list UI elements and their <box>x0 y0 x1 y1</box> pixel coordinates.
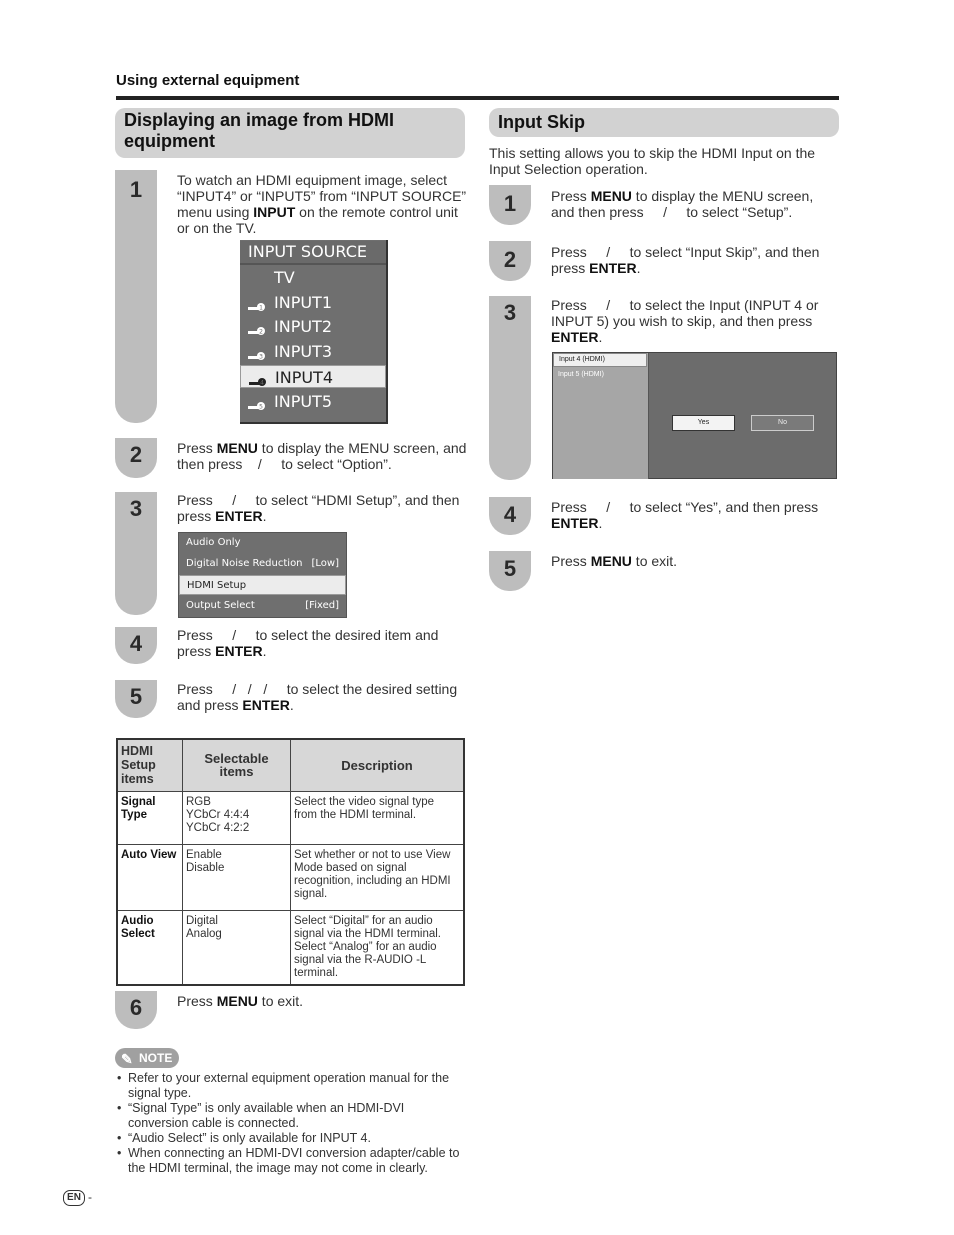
step-number: 5 <box>503 556 517 581</box>
note-item: • “Signal Type” is only available when an HDMI-DVI conversion cable is connected. <box>115 1101 465 1131</box>
selectable-cell <box>183 791 291 844</box>
step-number: 5 <box>129 684 143 709</box>
svg-text:3: 3 <box>259 353 263 361</box>
input-source-item[interactable] <box>240 365 386 388</box>
svg-text:4: 4 <box>260 379 264 387</box>
pencil-icon: ✎ <box>121 1051 133 1067</box>
hdmi-setup-table <box>116 738 465 986</box>
step-2-tab <box>115 438 157 478</box>
setup-item-cell: Auto View <box>117 844 183 910</box>
right-step-1-tab <box>489 185 531 225</box>
description-cell: Set whether or not to use View Mode based on signal recognition, including an HDMI signal. <box>291 844 465 910</box>
step-number: 6 <box>129 995 143 1020</box>
footer-dash: - <box>88 1190 92 1204</box>
table-row <box>117 844 464 910</box>
svg-text:5: 5 <box>259 403 263 410</box>
step-5-text: Press / / / to select the desired setting and press ENTER. <box>177 681 458 713</box>
input-4-item[interactable]: Input 4 (HDMI) <box>553 353 647 367</box>
right-title: Input Skip <box>498 112 585 132</box>
input-source-item[interactable] <box>240 390 386 413</box>
option-menu <box>178 532 347 618</box>
input-source-label: TV <box>274 268 295 287</box>
step-6-text: Press MENU to exit. <box>177 993 304 1009</box>
hdmi-input-icon <box>248 322 266 336</box>
option-label: HDMI Setup <box>187 580 247 591</box>
section-title: Using external equipment <box>116 72 300 89</box>
option-menu-item[interactable] <box>179 554 346 574</box>
table-header: Description <box>291 739 465 791</box>
note-item: • When connecting an HDMI-DVI conversion adapter/cable to the HDMI terminal, the image may not come in clearly. <box>115 1146 465 1176</box>
note-list <box>115 1071 465 1176</box>
selectable-cell <box>183 844 291 910</box>
setup-item-cell: Audio Select <box>117 910 183 985</box>
step-number: 2 <box>503 247 517 272</box>
yes-button[interactable]: Yes <box>672 415 735 431</box>
input-list-panel <box>553 353 649 479</box>
hdmi-input-icon <box>248 347 266 361</box>
input-5-item[interactable]: Input 5 (HDMI) <box>558 371 604 378</box>
input-source-label: INPUT1 <box>274 292 332 312</box>
step-number: 3 <box>503 300 517 325</box>
option-menu-item[interactable] <box>179 596 346 616</box>
right-intro: This setting allows you to skip the HDMI Input on the Input Selection operation. <box>489 145 816 177</box>
svg-text:1: 1 <box>259 304 263 312</box>
step-2-text: Press MENU to display the MENU screen, and then press / to select “Option”. <box>177 440 467 472</box>
selectable-option: Digital <box>186 914 218 927</box>
selectable-option: Analog <box>186 927 222 940</box>
right-step-2-tab <box>489 241 531 281</box>
table-row <box>117 910 464 985</box>
hdmi-input-icon <box>249 373 267 387</box>
right-title-bar <box>489 108 839 137</box>
step-5-tab <box>115 680 157 718</box>
selectable-cell <box>183 910 291 985</box>
selectable-option: YCbCr 4:4:4 <box>186 808 250 821</box>
input-source-label: INPUT5 <box>274 391 332 411</box>
step-1-text: To watch an HDMI equipment image, select “INPUT4” or “INPUT5” from “INPUT SOURCE” menu using INPUT on the remote control unit or on the TV. <box>177 172 467 236</box>
input-skip-screen <box>552 352 837 479</box>
table-header: HDMI Setup items <box>117 739 183 791</box>
setup-item-cell: Signal Type <box>117 791 183 844</box>
selectable-option: RGB <box>186 795 211 808</box>
right-step-5-tab <box>489 551 531 591</box>
option-label: Audio Only <box>186 537 241 548</box>
hdmi-input-icon <box>248 298 266 312</box>
note-badge <box>115 1048 179 1068</box>
right-step-2-text: Press / to select “Input Skip”, and then press ENTER. <box>551 244 820 276</box>
menu-header: INPUT SOURCE <box>240 241 386 265</box>
note-item: • Refer to your external equipment operation manual for the signal type. <box>115 1071 465 1101</box>
svg-text:2: 2 <box>259 328 263 336</box>
step-6-tab <box>115 991 157 1029</box>
right-step-3-tab <box>489 296 531 480</box>
description-cell: Select “Digital” for an audio signal via the HDMI terminal. Select “Analog” for an audio signal via the R-AUDIO -L terminal. <box>291 910 465 985</box>
header-rule <box>116 96 839 100</box>
option-menu-item[interactable] <box>179 533 346 553</box>
right-step-1-text: Press MENU to display the MENU screen, and then press / to select “Setup”. <box>551 188 814 220</box>
hdmi-setup-table-wrap <box>116 738 465 986</box>
right-step-5-text: Press MENU to exit. <box>551 553 678 569</box>
input-source-menu <box>240 240 388 424</box>
selectable-option: YCbCr 4:2:2 <box>186 821 250 834</box>
no-button[interactable]: No <box>751 415 814 431</box>
note-label: NOTE <box>139 1051 173 1065</box>
right-step-3-text: Press / to select the Input (INPUT 4 or INPUT 5) you wish to skip, and then press ENTER. <box>551 297 819 345</box>
note-item: • “Audio Select” is only available for INPUT 4. <box>115 1131 465 1146</box>
input-source-label: INPUT2 <box>274 317 332 337</box>
input-source-item[interactable] <box>240 340 386 363</box>
option-label: Output Select <box>186 600 255 611</box>
description-cell: Select the video signal type from the HDMI terminal. <box>291 791 465 844</box>
selectable-option: Enable <box>186 848 222 861</box>
option-value: [Fixed] <box>305 600 339 611</box>
step-3-text: Press / to select “HDMI Setup”, and then press ENTER. <box>177 492 460 524</box>
step-number: 4 <box>129 631 143 656</box>
left-title-bar <box>115 108 465 158</box>
selectable-option: Disable <box>186 861 225 874</box>
input-source-label: INPUT4 <box>275 367 333 387</box>
option-value: [Low] <box>311 558 339 569</box>
step-number: 1 <box>503 191 517 216</box>
input-source-item[interactable] <box>240 315 386 338</box>
input-source-item[interactable] <box>240 291 386 314</box>
step-4-tab <box>115 627 157 664</box>
language-badge: EN <box>63 1190 85 1206</box>
input-source-item[interactable] <box>240 266 386 289</box>
hdmi-input-icon <box>248 397 266 410</box>
option-label: Digital Noise Reduction <box>186 558 303 569</box>
step-4-text: Press / to select the desired item and press ENTER. <box>177 627 439 659</box>
step-number: 1 <box>129 177 143 202</box>
step-number: 2 <box>129 442 143 467</box>
table-row <box>117 791 464 844</box>
step-1-tab <box>115 170 157 423</box>
step-number: 4 <box>503 502 517 527</box>
table-header: Selectable items <box>183 739 291 791</box>
option-menu-item[interactable] <box>179 575 346 595</box>
right-step-4-text: Press / to select “Yes”, and then press ENTER. <box>551 499 819 531</box>
step-3-tab <box>115 492 157 615</box>
left-title: Displaying an image from HDMI equipment <box>124 110 395 151</box>
step-number: 3 <box>129 496 143 521</box>
right-step-4-tab <box>489 497 531 535</box>
input-source-label: INPUT3 <box>274 342 332 362</box>
